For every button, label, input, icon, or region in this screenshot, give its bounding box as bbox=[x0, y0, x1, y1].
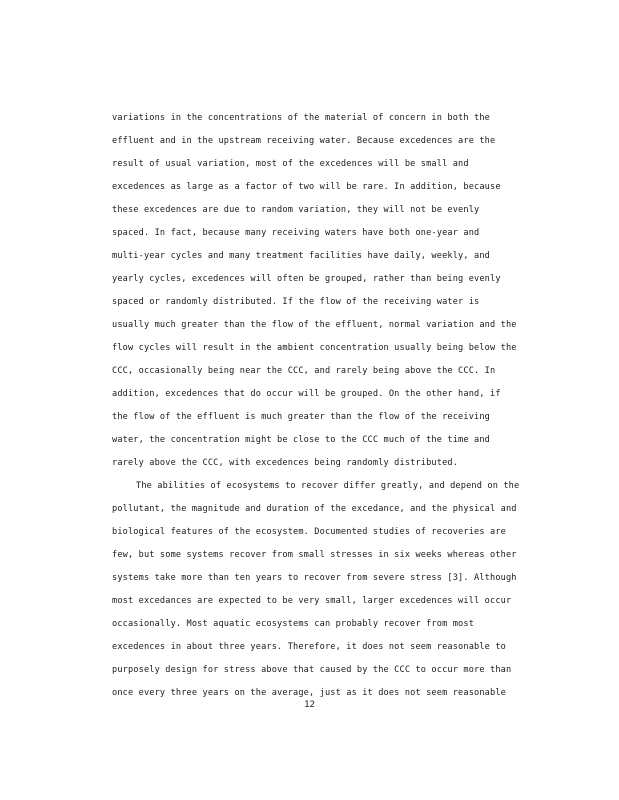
text-line: CCC, occasionally being near the CCC, and rarely being above the CCC. In bbox=[112, 366, 496, 376]
text-line: excedences in about three years. Therefore, it does not seem reasonable to bbox=[112, 642, 506, 652]
text-line: biological features of the ecosystem. Documented studies of recoveries are bbox=[112, 527, 506, 537]
text-line: most excedances are expected to be very small, larger excedences will occur bbox=[112, 596, 512, 606]
text-line: effluent and in the upstream receiving water. Because excedences are the bbox=[112, 136, 496, 146]
text-line: spaced. In fact, because many receiving waters have both one-year and bbox=[112, 228, 480, 238]
paragraph-first-line: The abilities of ecosystems to recover differ greatly, and depend on the bbox=[136, 481, 520, 491]
text-line: flow cycles will result in the ambient concentration usually being below the bbox=[112, 343, 517, 353]
text-line: addition, excedences that do occur will be grouped. On the other hand, if bbox=[112, 389, 501, 399]
text-line: purposely design for stress above that caused by the CCC to occur more than bbox=[112, 665, 512, 675]
text-line: once every three years on the average, just as it does not seem reasonable bbox=[112, 688, 506, 698]
text-line: multi-year cycles and many treatment facilities have daily, weekly, and bbox=[112, 251, 490, 261]
text-line: the flow of the effluent is much greater than the flow of the receiving bbox=[112, 412, 490, 422]
text-line: occasionally. Most aquatic ecosystems can probably recover from most bbox=[112, 619, 475, 629]
text-line: excedences as large as a factor of two will be rare. In addition, because bbox=[112, 182, 501, 192]
text-line: rarely above the CCC, with excedences being randomly distributed. bbox=[112, 458, 459, 468]
text-line: pollutant, the magnitude and duration of the excedance, and the physical and bbox=[112, 504, 517, 514]
text-line: result of usual variation, most of the excedences will be small and bbox=[112, 159, 469, 169]
text-line: few, but some systems recover from small stresses in six weeks whereas other bbox=[112, 550, 517, 560]
text-line: water, the concentration might be close to the CCC much of the time and bbox=[112, 435, 490, 445]
page-number: 12 bbox=[304, 700, 315, 710]
text-line: spaced or randomly distributed. If the flow of the receiving water is bbox=[112, 297, 480, 307]
text-line: usually much greater than the flow of the effluent, normal variation and the bbox=[112, 320, 517, 330]
text-line: systems take more than ten years to recover from severe stress [3]. Although bbox=[112, 573, 517, 583]
text-line: variations in the concentrations of the material of concern in both the bbox=[112, 113, 490, 123]
text-line: yearly cycles, excedences will often be grouped, rather than being evenly bbox=[112, 274, 501, 284]
text-line: these excedences are due to random variation, they will not be evenly bbox=[112, 205, 480, 215]
